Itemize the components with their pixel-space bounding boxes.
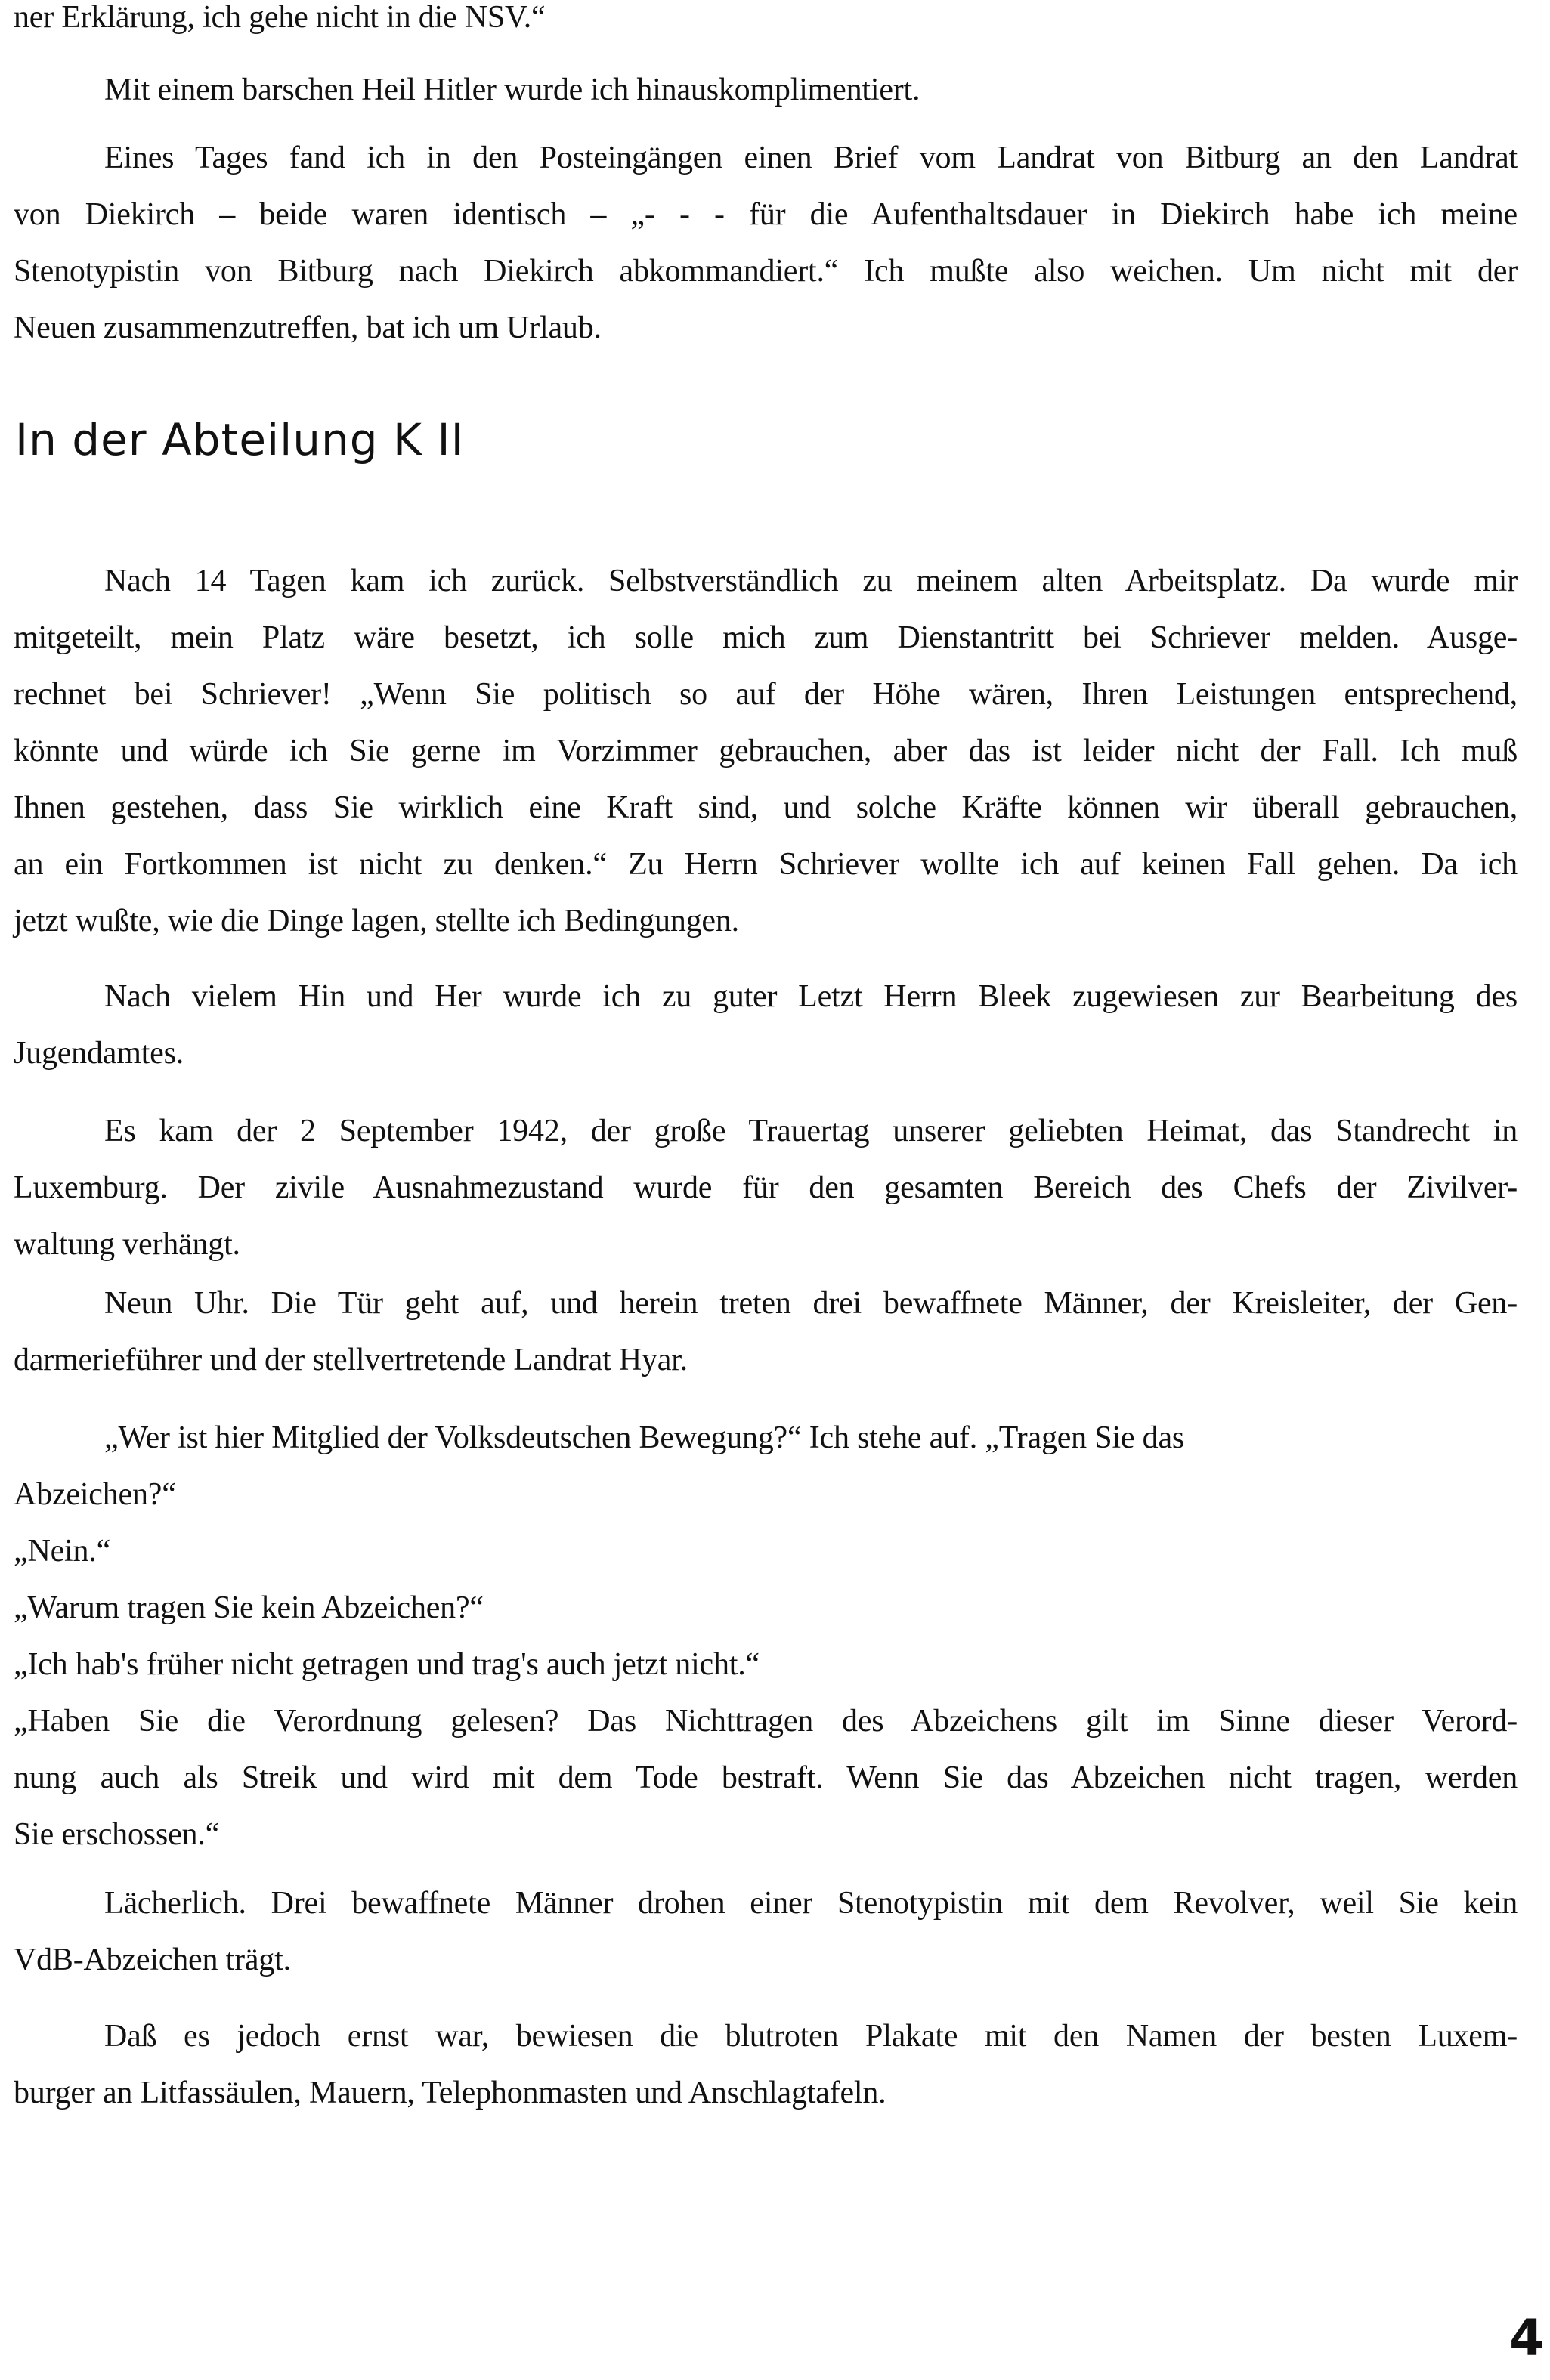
text-line: „Nein.“ — [14, 1534, 111, 1569]
text-line: Eines Tages fand ich in den Posteingängen einen Brief vom Landrat von Bitburg an den Landrat — [104, 141, 1518, 175]
text-line: Nach 14 Tagen kam ich zurück. Selbstverständlich zu meinem alten Arbeitsplatz. Da wurde mir — [104, 564, 1518, 598]
text-line: Neun Uhr. Die Tür geht auf, und herein treten drei bewaffnete Männer, der Kreisleiter, der Gen- — [104, 1286, 1518, 1321]
text-line: „Warum tragen Sie kein Abzeichen?“ — [14, 1590, 484, 1625]
section-heading: In der Abteilung K II — [15, 414, 465, 465]
text-line: jetzt wußte, wie die Dinge lagen, stellte ich Bedingungen. — [14, 904, 739, 938]
paragraph — [14, 969, 1518, 1082]
text-line: VdB-Abzeichen trägt. — [14, 1943, 291, 1977]
text-line: Luxemburg. Der zivile Ausnahmezustand wurde für den gesamten Bereich des Chefs der Zivilver- — [14, 1170, 1518, 1205]
text-line: Jugendamtes. — [14, 1036, 184, 1071]
text-line: könnte und würde ich Sie gerne im Vorzimmer gebrauchen, aber das ist leider nicht der Fall. Ich muß — [14, 734, 1518, 768]
text-line: Daß es jedoch ernst war, bewiesen die blutroten Plakate mit den Namen der besten Luxem- — [104, 2019, 1518, 2054]
text-line: rechnet bei Schriever! „Wenn Sie politisch so auf der Höhe wären, Ihren Leistungen entsprechend, — [14, 677, 1518, 712]
text-line: „Wer ist hier Mitglied der Volksdeutschen Bewegung?“ Ich stehe auf. „Tragen Sie das — [104, 1420, 1185, 1455]
text-line: Ihnen gestehen, dass Sie wirklich eine Kraft sind, und solche Kräfte können wir überall gebrauchen, — [14, 790, 1518, 825]
text-line: an ein Fortkommen ist nicht zu denken.“ Zu Herrn Schriever wollte ich auf keinen Fall gehen. Da ich — [14, 847, 1518, 882]
paragraph — [14, 130, 1518, 357]
paragraph — [14, 62, 1550, 119]
text-line: von Diekirch – beide waren identisch – „- - - für die Aufenthaltsdauer in Diekirch habe ich meine — [14, 197, 1518, 232]
text-line: nung auch als Streik und wird mit dem Tode bestraft. Wenn Sie das Abzeichen nicht tragen, werden — [14, 1760, 1518, 1795]
text-line: Mit einem barschen Heil Hitler wurde ich hinauskomplimentiert. — [104, 73, 920, 107]
text-line: Stenotypistin von Bitburg nach Diekirch abkommandiert.“ Ich mußte also weichen. Um nicht mit der — [14, 254, 1518, 289]
paragraph-dialogue — [14, 1410, 1518, 1863]
text-line: Nach vielem Hin und Her wurde ich zu guter Letzt Herrn Bleek zugewiesen zur Bearbeitung des — [104, 979, 1518, 1014]
text-line: Es kam der 2 September 1942, der große Trauertag unserer geliebten Heimat, das Standrecht in — [104, 1114, 1518, 1148]
text-line: „Haben Sie die Verordnung gelesen? Das Nichttragen des Abzeichens gilt im Sinne dieser Verord- — [14, 1704, 1518, 1739]
text-line: Lächerlich. Drei bewaffnete Männer drohen einer Stenotypistin mit dem Revolver, weil Sie kein — [104, 1886, 1518, 1921]
text-line: Abzeichen?“ — [14, 1477, 176, 1512]
text-line: „Ich hab's früher nicht getragen und trag's auch jetzt nicht.“ — [14, 1647, 760, 1682]
text-line: Sie erschossen.“ — [14, 1817, 220, 1852]
paragraph — [14, 553, 1518, 950]
paragraph — [14, 1875, 1518, 1989]
paragraph — [14, 1275, 1518, 1389]
page-number: 4 — [1509, 2309, 1544, 2367]
paragraph — [14, 2008, 1518, 2122]
text-line: darmerieführer und der stellvertretende Landrat Hyar. — [14, 1343, 688, 1377]
text-line: waltung verhängt. — [14, 1227, 240, 1262]
paragraph — [14, 1103, 1518, 1273]
text-line: ner Erklärung, ich gehe nicht in die NSV.“ — [14, 0, 546, 35]
text-line: burger an Litfassäulen, Mauern, Telephonmasten und Anschlagtafeln. — [14, 2076, 886, 2110]
paragraph-continuation — [14, 0, 1518, 46]
text-line: mitgeteilt, mein Platz wäre besetzt, ich solle mich zum Dienstantritt bei Schriever melden. Ausge- — [14, 620, 1518, 655]
text-line: Neuen zusammenzutreffen, bat ich um Urlaub. — [14, 311, 602, 345]
